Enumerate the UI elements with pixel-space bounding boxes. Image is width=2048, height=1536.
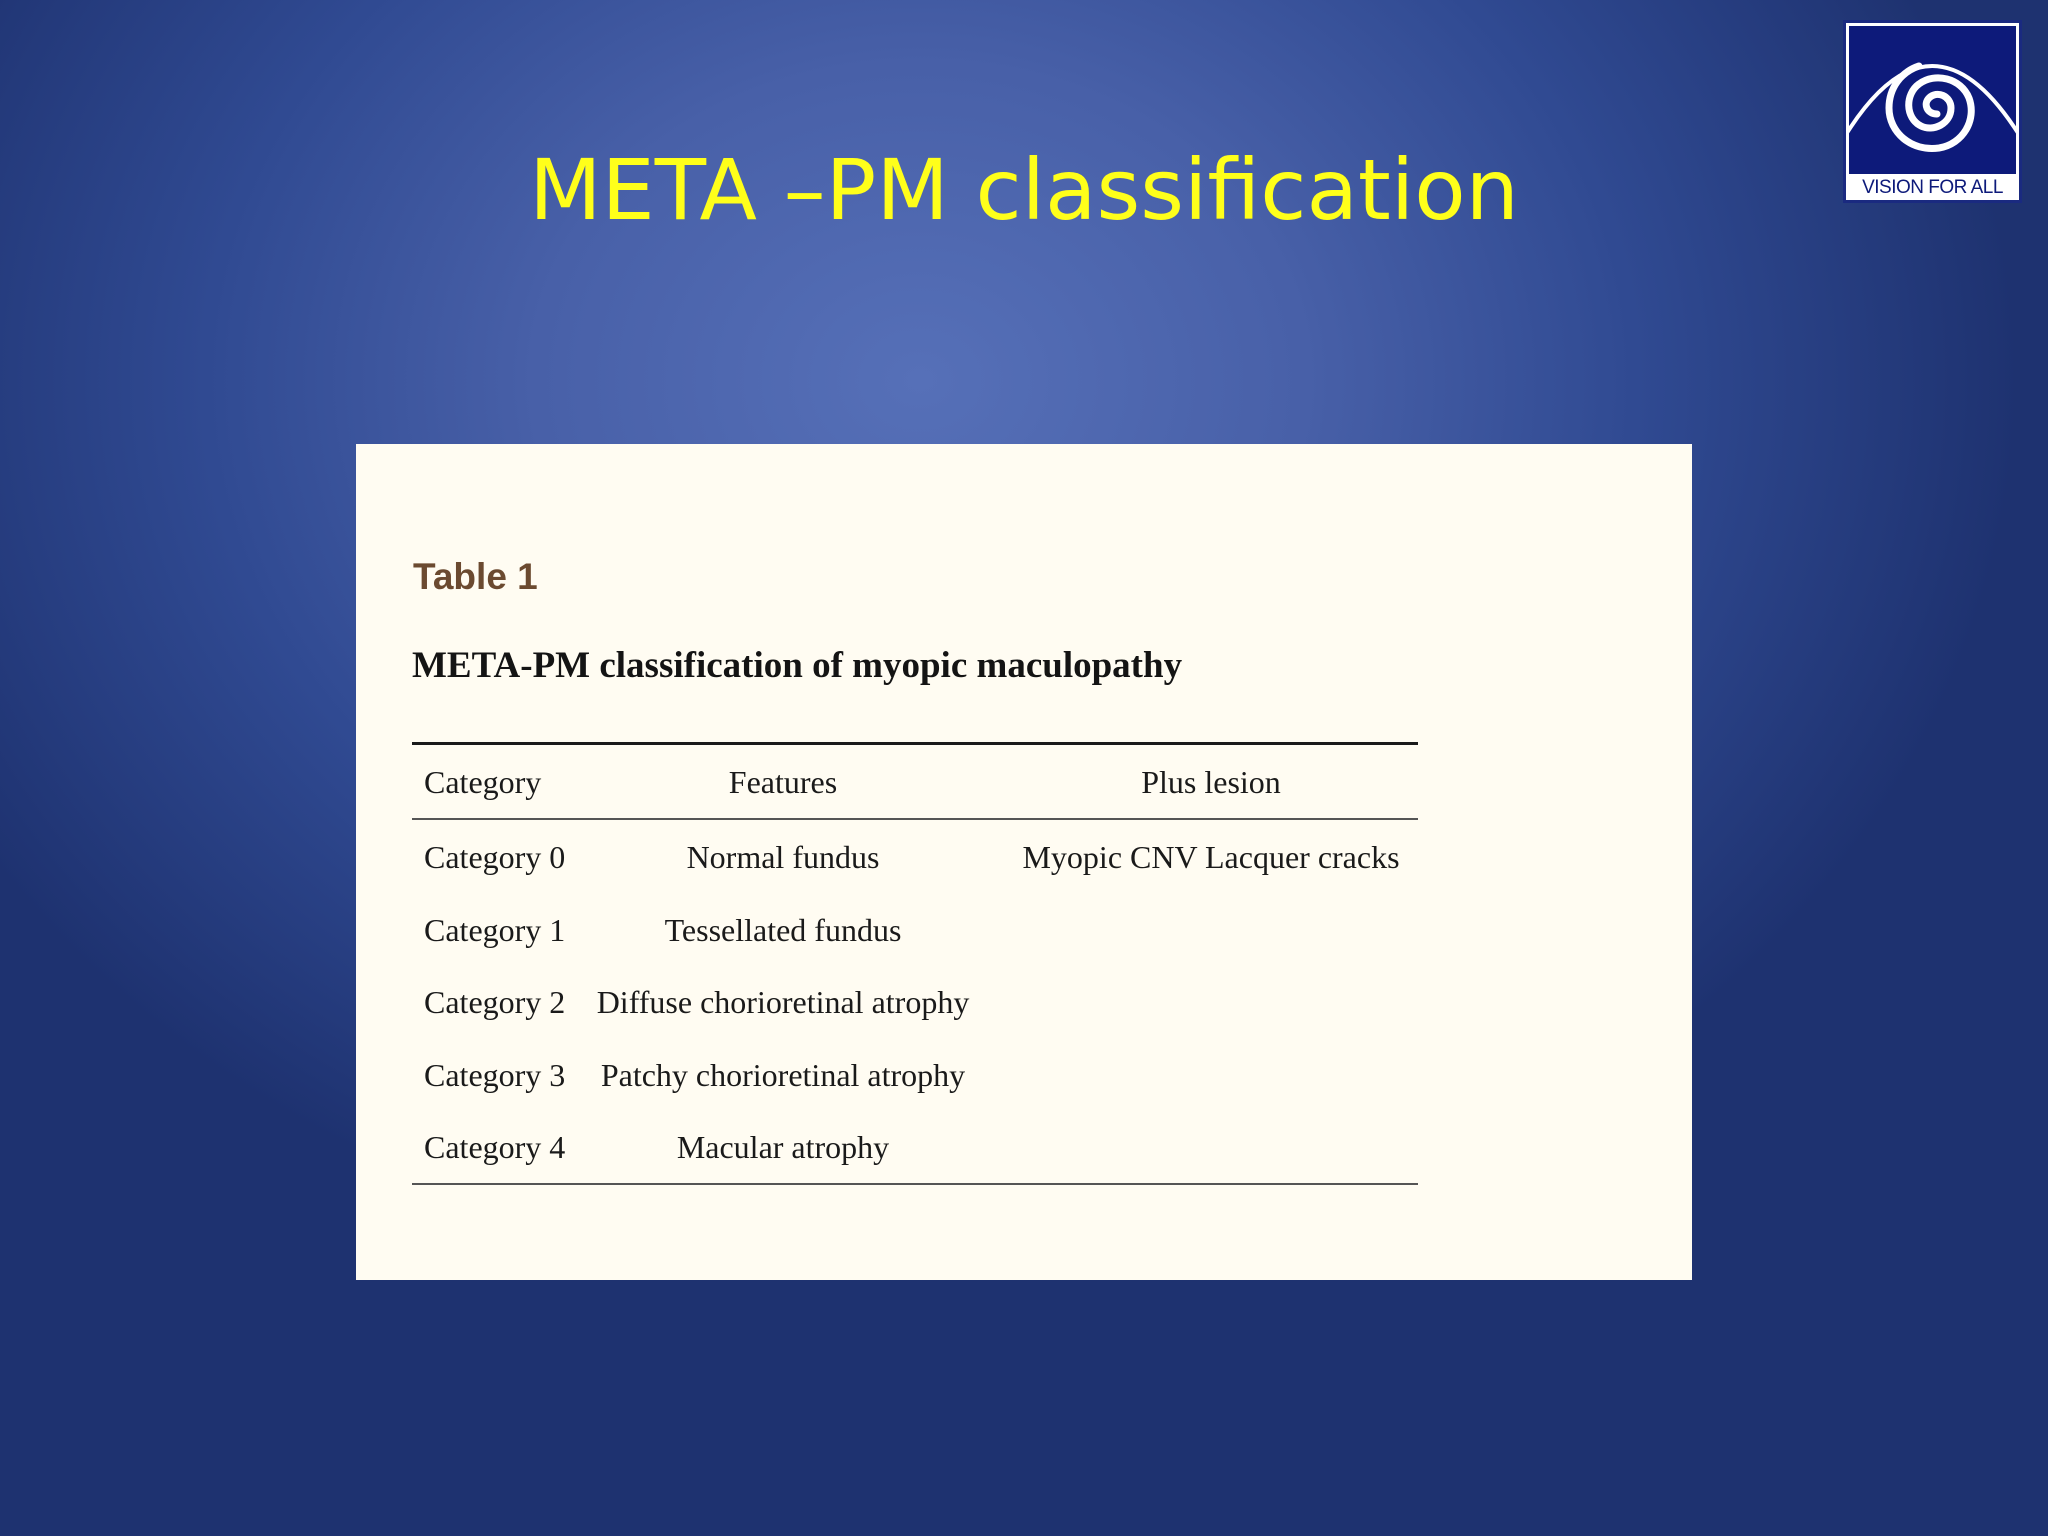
slide-title: META –PM classification	[529, 141, 1519, 239]
logo-text: VISION FOR ALL	[1862, 177, 2003, 198]
row-features: Normal fundus	[686, 839, 880, 875]
row-category: Category 3	[424, 1057, 566, 1093]
header-features: Features	[728, 764, 838, 800]
row-plus-lesion: Myopic CNV Lacquer cracks	[1022, 839, 1400, 875]
table-top-rule	[412, 742, 1418, 745]
row-features: Tessellated fundus	[664, 912, 902, 948]
table-header-rule	[412, 818, 1418, 820]
table-image	[356, 444, 1692, 1280]
header-category: Category	[424, 764, 542, 800]
row-category: Category 4	[424, 1129, 566, 1165]
row-features: Patchy chorioretinal atrophy	[600, 1057, 966, 1093]
row-category: Category 0	[424, 839, 566, 875]
vision-for-all-logo	[1843, 20, 2022, 203]
row-category: Category 2	[424, 984, 566, 1020]
table-caption: META-PM classification of myopic maculopathy	[412, 645, 1183, 686]
eye-spiral-icon	[1849, 26, 2016, 174]
row-category: Category 1	[424, 912, 566, 948]
table-label: Table 1	[413, 556, 538, 597]
row-features: Macular atrophy	[676, 1129, 890, 1165]
table-bottom-rule	[412, 1183, 1418, 1185]
row-features: Diffuse chorioretinal atrophy	[596, 984, 970, 1020]
header-plus-lesion: Plus lesion	[1141, 764, 1281, 800]
